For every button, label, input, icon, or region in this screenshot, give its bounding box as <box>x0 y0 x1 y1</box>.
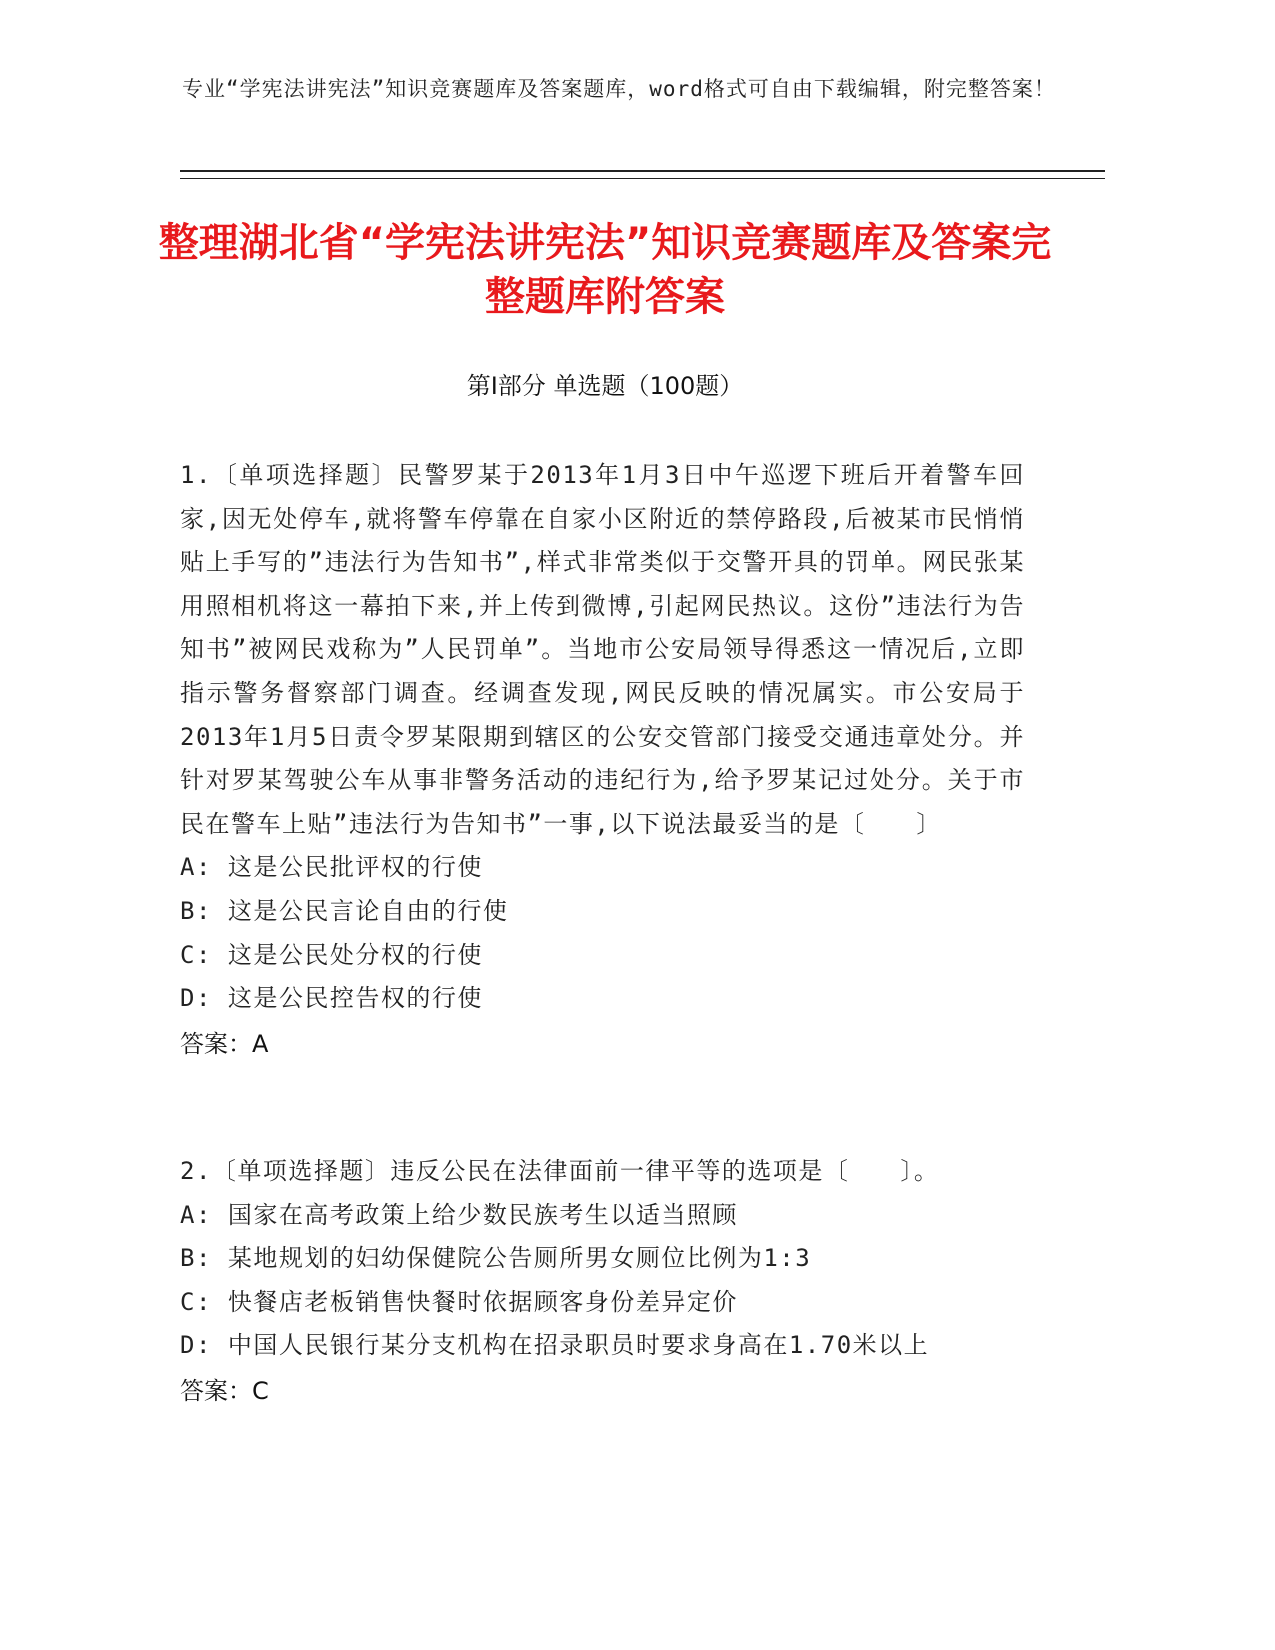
question-2-answer: 答案：C <box>180 1376 269 1405</box>
question-1-answer: 答案：A <box>180 1029 269 1058</box>
question-1-option-b: B: 这是公民言论自由的行使 <box>180 896 509 925</box>
question-2-option-c: C: 快餐店老板销售快餐时依据顾客身份差异定价 <box>180 1287 738 1316</box>
question-1 <box>180 454 1025 1067</box>
question-2-text: 2.〔单项选择题〕违反公民在法律面前一律平等的选项是〔 〕。 <box>180 1157 940 1185</box>
document-title: 整理湖北省“学宪法讲宪法”知识竞赛题库及答案完整题库附答案 <box>158 220 1052 320</box>
question-1-option-a: A: 这是公民批评权的行使 <box>180 853 483 882</box>
question-1-option-d: D: 这是公民控告权的行使 <box>180 984 483 1013</box>
question-2-option-d: D: 中国人民银行某分支机构在招录职员时要求身高在1.70米以上 <box>180 1331 930 1360</box>
header-divider-thick <box>180 170 1105 172</box>
question-2-option-b: B: 某地规划的妇幼保健院公告厕所男女厕位比例为1:3 <box>180 1244 812 1273</box>
header-note: 专业“学宪法讲宪法”知识竞赛题库及答案题库，word格式可自由下载编辑，附完整答案！ <box>182 77 1056 101</box>
question-1-text: 1.〔单项选择题〕民警罗某于2013年1月3日中午巡逻下班后开着警车回家,因无处停车,就将警车停靠在自家小区附近的禁停路段,后被某市民悄悄贴上手写的”违法行为告知书”,样式非常类似于交警开具的罚单。网民张某用照相机将这一幕拍下来,并上传到微博,引起网民热议。这份”违法行为告知书”被网民戏称为”人民罚单”。当地市公安局领导得悉这一情况后,立即指示警务督察部门调查。经调查发现,网民反映的情况属实。市公安局于2013年1月5日责令罗某限期到辖区的公安交管部门接受交通违章处分。并针对罗某驾驶公车从事非警务活动的违纪行为,给予罗某记过处分。关于市民在警车上贴”违法行为告知书”一事,以下说法最妥当的是〔 〕 <box>180 461 1025 838</box>
question-2-option-a: A: 国家在高考政策上给少数民族考生以适当照顾 <box>180 1200 738 1229</box>
question-2 <box>180 1150 1025 1414</box>
question-1-option-c: C: 这是公民处分权的行使 <box>180 940 483 969</box>
header-divider-thin <box>180 178 1105 179</box>
section-heading: 第Ⅰ部分 单选题（100题） <box>466 372 744 400</box>
